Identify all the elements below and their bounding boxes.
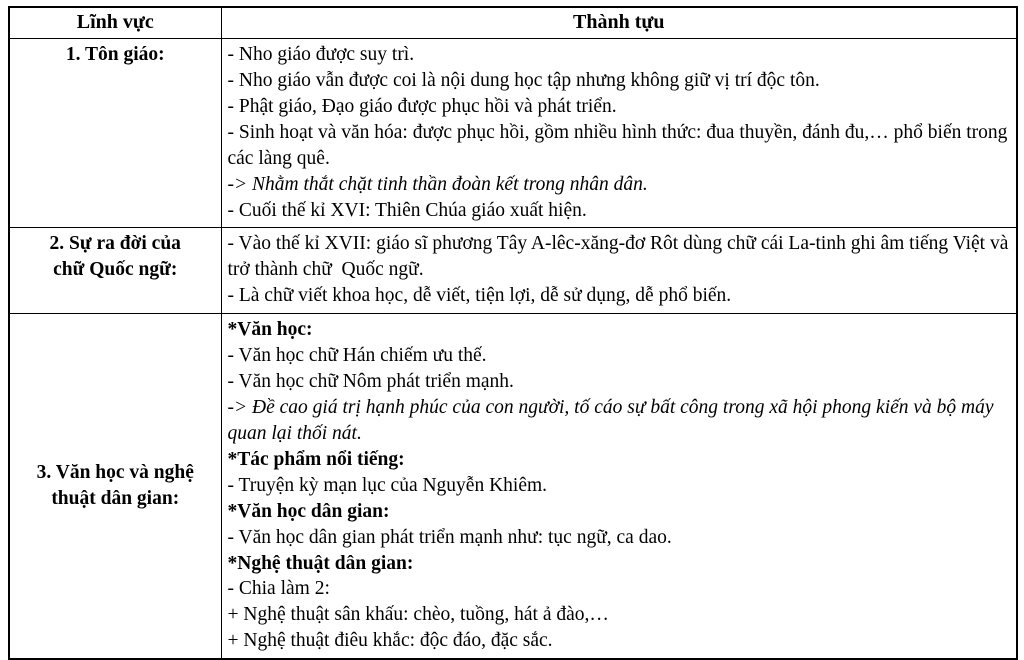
field-line: 1. Tôn giáo:: [65, 44, 165, 65]
achievement-line: - Vào thế kỉ XVII: giáo sĩ phương Tây A-lêc-xăng-đơ Rôt dùng chữ cái La-tinh ghi âm tiếng Việt và trở thành chữ Quốc ngữ.: [227, 233, 1014, 281]
achievement-line: - Là chữ viết khoa học, dễ viết, tiện lợi, dễ sử dụng, dễ phổ biến.: [227, 285, 732, 307]
field-line: thuật dân gian:: [51, 487, 180, 509]
field-line: 3. Văn học và nghệ: [36, 462, 194, 484]
achievement-line: - Phật giáo, Đạo giáo được phục hồi và phát triển.: [227, 95, 617, 117]
table-header: [9, 7, 1017, 39]
achievement-cell-religion: [221, 39, 1017, 228]
field-line: 2. Sự ra đời của: [49, 233, 181, 255]
table-row: [9, 314, 1017, 659]
achievement-line: - Sinh hoạt và văn hóa: được phục hồi, gồm nhiều hình thức: đua thuyền, đánh đu,… phổ biến trong các làng quê.: [227, 121, 1013, 169]
field-cell-literature-folk-art: [9, 314, 221, 659]
achievement-line: + Nghệ thuật điêu khắc: độc đáo, đặc sắc.: [227, 630, 553, 652]
table-row: [9, 228, 1017, 314]
achievement-line: + Nghệ thuật sân khấu: chèo, tuồng, hát ả đào,…: [227, 604, 609, 626]
table-header-row: [9, 7, 1017, 39]
achievement-line: -> Đề cao giá trị hạnh phúc của con người, tố cáo sự bất công trong xã hội phong kiến và bộ máy quan lại thối nát.: [227, 396, 999, 444]
field-line: chữ Quốc ngữ:: [53, 258, 178, 280]
achievement-line: - Nho giáo vẫn được coi là nội dung học tập nhưng không giữ vị trí độc tôn.: [227, 69, 820, 91]
achievement-line: - Cuối thế kỉ XVI: Thiên Chúa giáo xuất hiện.: [227, 199, 587, 221]
column-header-achievement: Thành tựu: [221, 7, 1017, 39]
achievement-line: - Nho giáo được suy trì.: [227, 44, 415, 65]
achievement-line: *Văn học dân gian:: [227, 500, 390, 522]
achievement-line: *Văn học:: [227, 319, 313, 341]
achievement-line: - Văn học chữ Nôm phát triển mạnh.: [227, 371, 514, 393]
achievement-line: - Văn học dân gian phát triển mạnh như: tục ngữ, ca dao.: [227, 526, 672, 548]
table-row: [9, 39, 1017, 228]
achievement-cell-quoc-ngu: [221, 228, 1017, 314]
achievement-line: - Chia làm 2:: [227, 578, 330, 600]
achievement-line: - Truyện kỳ mạn lục của Nguyễn Khiêm.: [227, 474, 548, 496]
achievement-line: *Nghệ thuật dân gian:: [227, 552, 414, 574]
achievement-cell-literature-folk-art: [221, 314, 1017, 659]
achievement-table: [8, 6, 1018, 660]
achievement-line: *Tác phẩm nổi tiếng:: [227, 448, 405, 470]
field-cell-religion: [9, 39, 221, 228]
field-cell-quoc-ngu: [9, 228, 221, 314]
table-body: [9, 39, 1017, 660]
achievement-line: - Văn học chữ Hán chiếm ưu thế.: [227, 345, 487, 367]
achievement-line: -> Nhằm thắt chặt tinh thần đoàn kết trong nhân dân.: [227, 173, 648, 195]
column-header-field: Lĩnh vực: [9, 7, 221, 39]
